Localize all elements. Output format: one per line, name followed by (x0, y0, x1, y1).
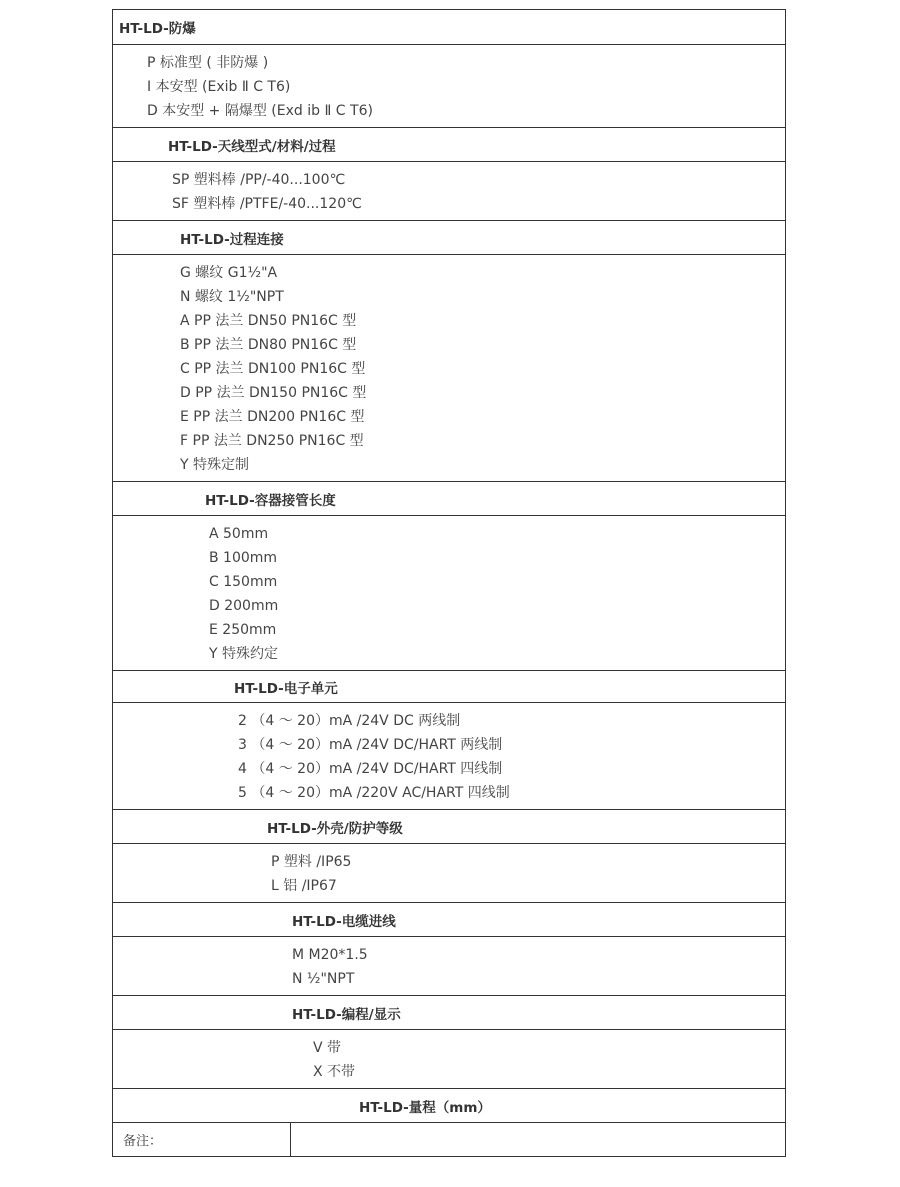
option-item: E PP 法兰 DN200 PN16C 型 (180, 409, 365, 425)
option-item: A 50mm (209, 526, 269, 542)
option-item: SP 塑料棒 /PP/-40...100℃ (172, 172, 346, 188)
option-item: N ½"NPT (292, 971, 355, 987)
option-item: 2 （4 ～ 20）mA /24V DC 两线制 (238, 713, 461, 729)
section-title: HT-LD-防爆 (119, 21, 196, 37)
section-options-display (113, 1029, 785, 1088)
option-item: D 本安型 + 隔爆型 (Exd ib Ⅱ C T6) (147, 103, 373, 119)
section-title: HT-LD-电缆进线 (292, 913, 396, 930)
section-header-range (113, 1088, 785, 1122)
option-item: 5 （4 ～ 20）mA /220V AC/HART 四线制 (238, 785, 510, 801)
section-header-process-connection (113, 220, 785, 254)
section-title: HT-LD-过程连接 (180, 231, 284, 248)
option-item: P 塑料 /IP65 (271, 854, 352, 870)
option-item: B PP 法兰 DN80 PN16C 型 (180, 337, 357, 353)
option-item: P 标准型 ( 非防爆 ) (147, 55, 269, 71)
section-title: HT-LD-电子单元 (234, 680, 338, 697)
option-item: E 250mm (209, 622, 277, 638)
option-item: I 本安型 (Exib Ⅱ C T6) (147, 79, 291, 95)
section-options-electronics (113, 702, 785, 809)
section-header-display (113, 995, 785, 1029)
option-item: X 不带 (313, 1064, 356, 1080)
option-item: Y 特殊定制 (180, 457, 250, 473)
option-item: N 螺纹 1½"NPT (180, 289, 284, 305)
section-header-electronics (113, 670, 785, 702)
option-item: 3 （4 ～ 20）mA /24V DC/HART 两线制 (238, 737, 503, 753)
section-header-nozzle-length (113, 481, 785, 515)
model-selection-table (112, 9, 786, 1157)
section-header-antenna (113, 127, 785, 161)
section-title: HT-LD-量程（mm） (359, 1099, 491, 1116)
section-options-process-connection (113, 254, 785, 481)
option-item: G 螺纹 G1½"A (180, 265, 278, 281)
note-row (113, 1122, 785, 1156)
option-item: V 带 (313, 1040, 342, 1056)
option-item: A PP 法兰 DN50 PN16C 型 (180, 313, 357, 329)
option-item: C PP 法兰 DN100 PN16C 型 (180, 361, 366, 377)
section-options-explosion-proof (113, 44, 785, 127)
section-title: HT-LD-外壳/防护等级 (267, 820, 403, 837)
option-item: F PP 法兰 DN250 PN16C 型 (180, 433, 364, 449)
option-item: 4 （4 ～ 20）mA /24V DC/HART 四线制 (238, 761, 503, 777)
note-value (291, 1123, 785, 1156)
option-item: Y 特殊约定 (209, 646, 279, 662)
option-item: D 200mm (209, 598, 279, 614)
option-item: B 100mm (209, 550, 278, 566)
section-title: HT-LD-容器接管长度 (205, 492, 336, 509)
section-options-nozzle-length (113, 515, 785, 670)
section-header-cable-entry (113, 902, 785, 936)
section-header-housing (113, 809, 785, 843)
option-item: C 150mm (209, 574, 278, 590)
section-options-cable-entry (113, 936, 785, 995)
option-item: M M20*1.5 (292, 947, 368, 963)
option-item: SF 塑料棒 /PTFE/-40...120℃ (172, 196, 362, 212)
section-options-housing (113, 843, 785, 902)
section-header-explosion-proof (113, 10, 785, 44)
option-item: D PP 法兰 DN150 PN16C 型 (180, 385, 367, 401)
section-title: HT-LD-天线型式/材料/过程 (168, 138, 336, 155)
section-title: HT-LD-编程/显示 (292, 1006, 401, 1023)
note-label: 备注： (113, 1123, 291, 1156)
section-options-antenna (113, 161, 785, 220)
option-item: L 铝 /IP67 (271, 878, 337, 894)
